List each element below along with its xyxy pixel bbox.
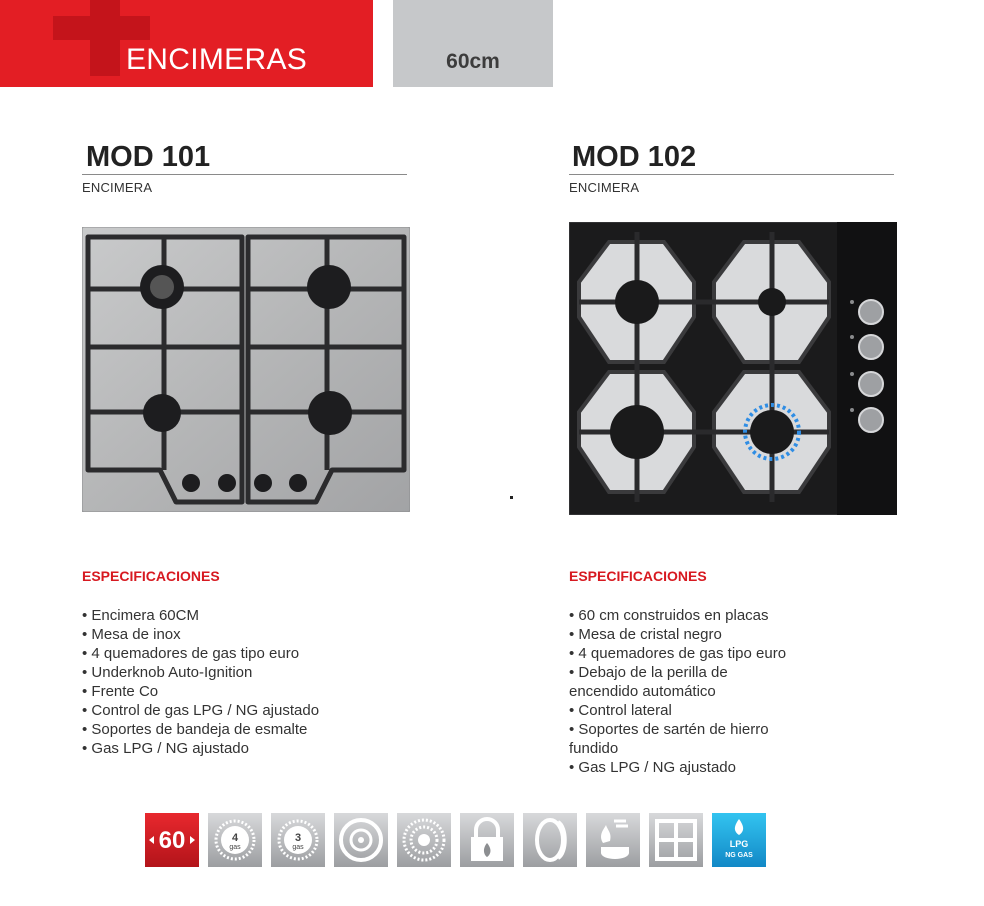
flame-failure-safety-icon xyxy=(460,813,514,867)
product-1-model: MOD 101 xyxy=(86,141,211,173)
size-tab xyxy=(393,0,553,87)
wok-burner-icon xyxy=(397,813,451,867)
spec-line: encendido automático xyxy=(569,683,716,700)
60cm-width-icon xyxy=(145,813,199,867)
3-gas-label: 3 xyxy=(294,832,302,844)
spec-line: fundido xyxy=(569,740,619,757)
lpg-label: LPG xyxy=(729,839,749,849)
spec-line: • Gas LPG / NG ajustado xyxy=(569,759,736,776)
product-2-spec-heading: ESPECIFICACIONES xyxy=(569,568,707,584)
product-1-spec-list xyxy=(82,606,319,758)
cast-iron-support-icon xyxy=(523,813,577,867)
auto-ignition-icon xyxy=(586,813,640,867)
spec-line: • Underknob Auto-Ignition xyxy=(82,664,253,681)
spec-line: • 60 cm construidos en placas xyxy=(569,607,769,624)
product-1-divider xyxy=(82,174,407,175)
product-2-divider xyxy=(569,174,894,175)
spec-line: • Encimera 60CM xyxy=(82,607,199,624)
product-1-image xyxy=(82,227,410,512)
spec-line: • Gas LPG / NG ajustado xyxy=(82,740,249,757)
spec-line: • Control de gas LPG / NG ajustado xyxy=(82,702,320,719)
category-title: ENCIMERAS xyxy=(126,43,308,76)
ng-gas-label: NG GAS xyxy=(725,852,753,859)
spec-line: • Frente Co xyxy=(82,683,159,700)
enamel-burner-cap-icon xyxy=(334,813,388,867)
product-1-spec-heading: ESPECIFICACIONES xyxy=(82,568,220,584)
spec-line: • Control lateral xyxy=(569,702,672,719)
spec-line: • Soportes de bandeja de esmalte xyxy=(82,721,308,738)
spec-line: • Debajo de la perilla de xyxy=(569,664,728,681)
4-gas-label: 4 xyxy=(231,832,239,844)
product-2-type: ENCIMERA xyxy=(569,180,640,195)
3-gas-burners-icon xyxy=(271,813,325,867)
product-2-model: MOD 102 xyxy=(572,141,697,173)
4-gas-sub: gas xyxy=(229,844,241,851)
spec-line: • 4 quemadores de gas tipo euro xyxy=(569,645,787,662)
spec-line: • Soportes de sartén de hierro xyxy=(569,721,769,738)
lpg-ng-gas-icon xyxy=(712,813,766,867)
spec-line: • Mesa de cristal negro xyxy=(569,626,722,643)
size-label: 60cm xyxy=(446,50,500,73)
spec-line: • 4 quemadores de gas tipo euro xyxy=(82,645,300,662)
60-icon-label: 60 xyxy=(158,827,186,854)
stray-dot xyxy=(510,496,513,499)
product-1-type: ENCIMERA xyxy=(82,180,153,195)
category-header xyxy=(0,0,373,87)
3-gas-sub: gas xyxy=(292,844,304,851)
plus-icon-horizontal xyxy=(53,16,150,40)
pan-support-grid-icon xyxy=(649,813,703,867)
4-gas-burners-icon xyxy=(208,813,262,867)
product-2-spec-list xyxy=(569,606,786,777)
product-2-image xyxy=(569,222,897,515)
spec-line: • Mesa de inox xyxy=(82,626,181,643)
